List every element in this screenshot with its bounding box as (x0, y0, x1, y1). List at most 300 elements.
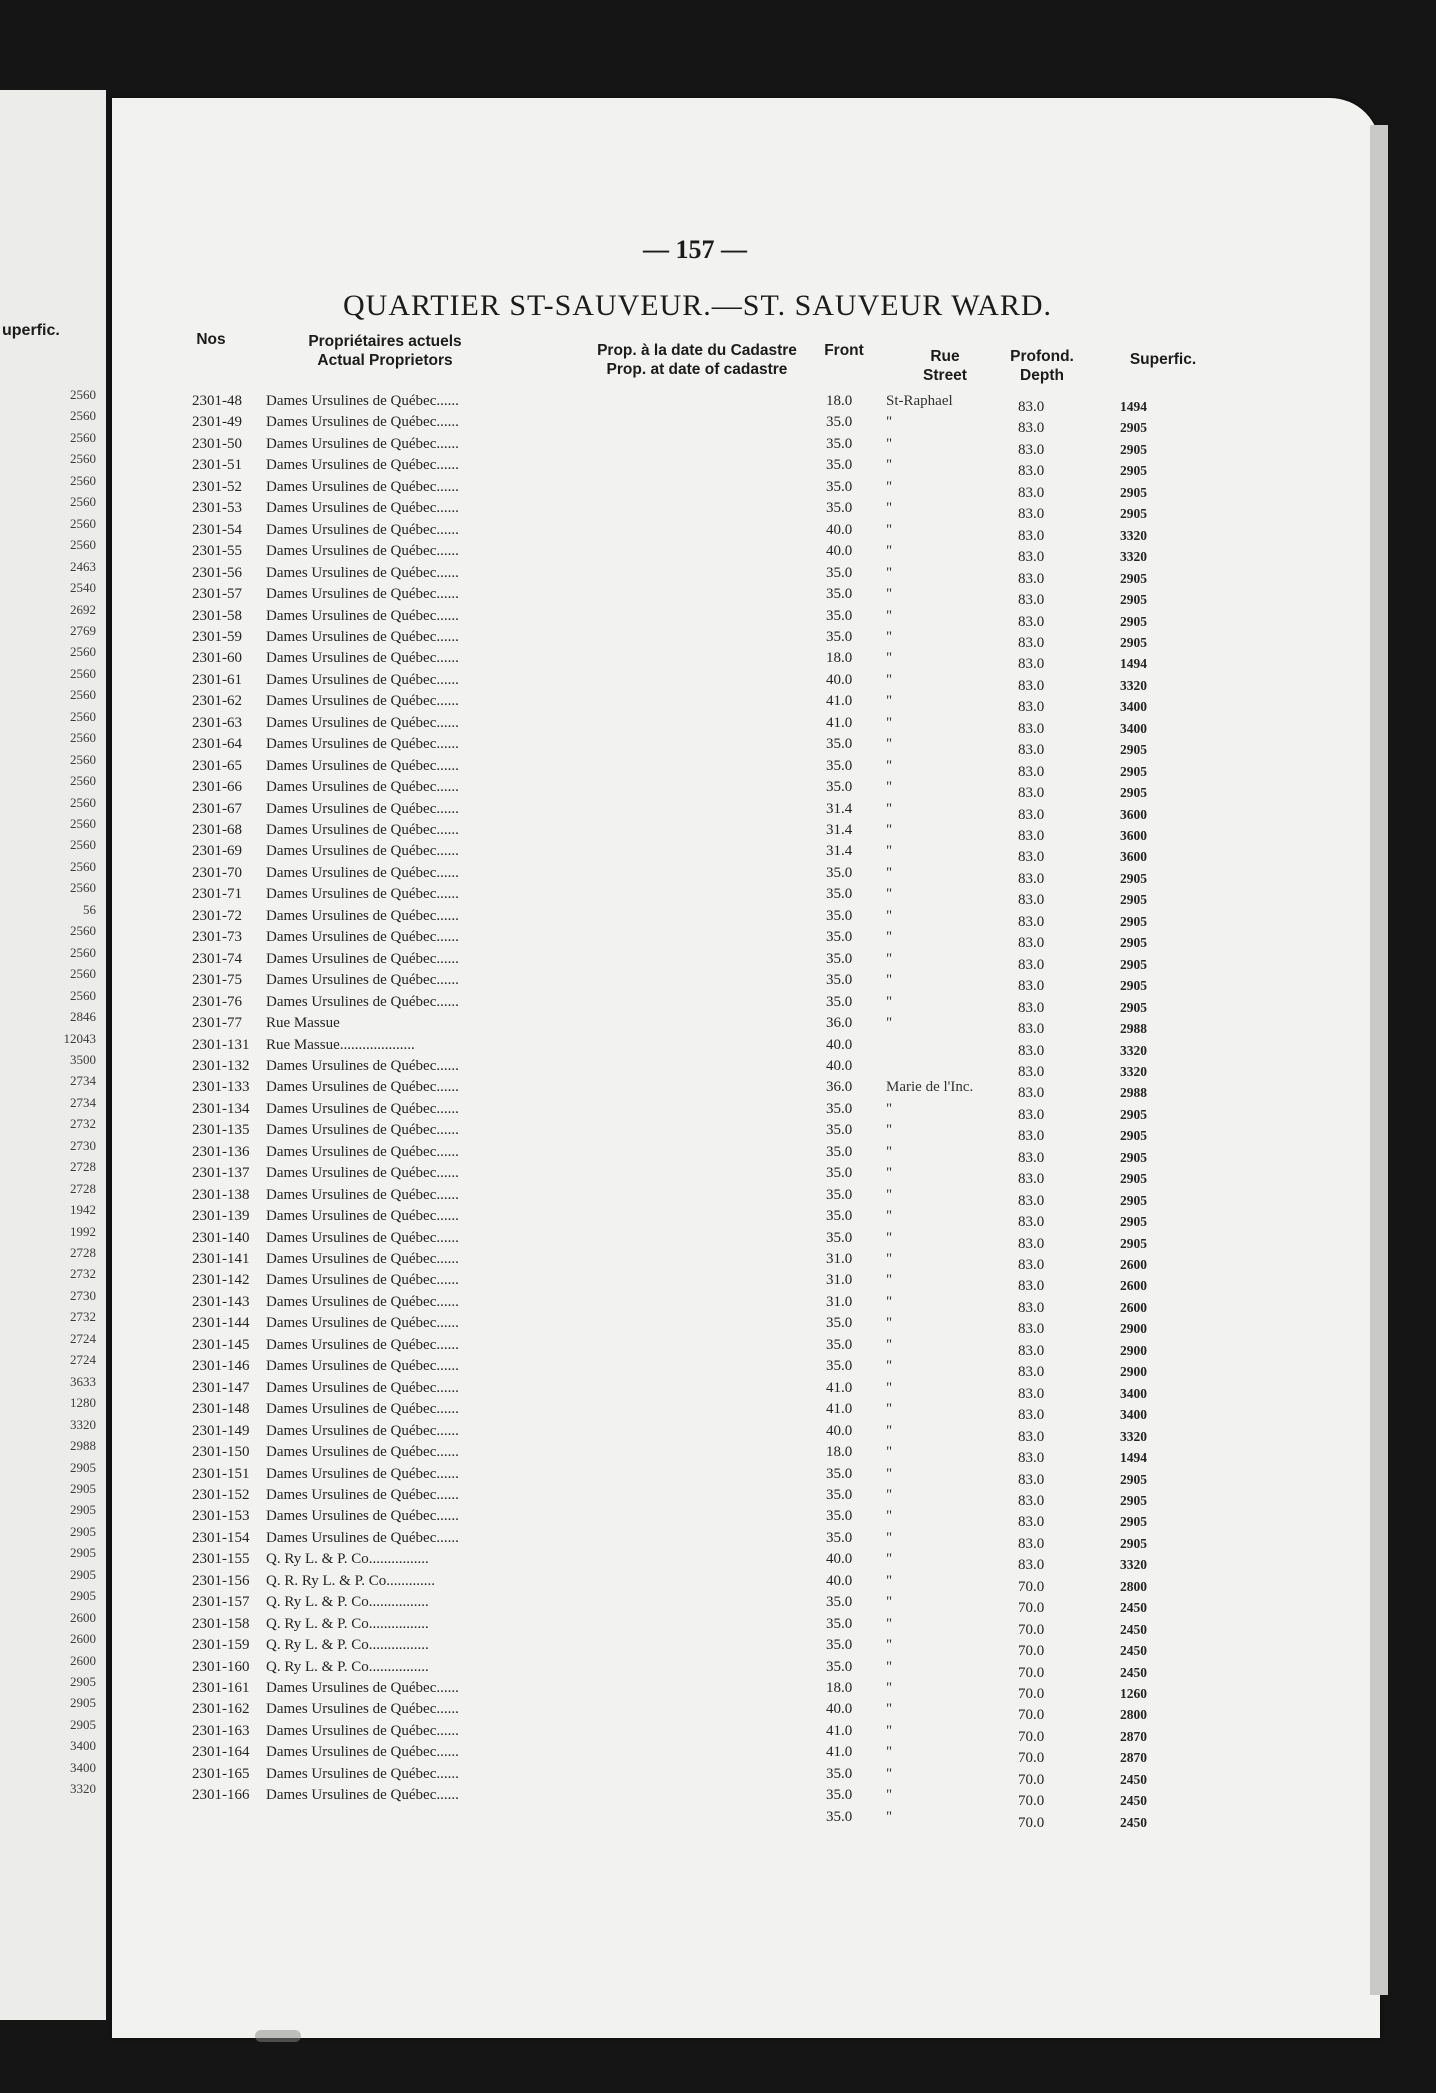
superficie-value: 2905 (1120, 1471, 1147, 1487)
owner-name: Dames Ursulines de Québec...... (266, 521, 459, 538)
left-superficie-value: 2600 (70, 1609, 96, 1625)
table-row (0, 951, 1300, 971)
owner-name: Dames Ursulines de Québec...... (266, 650, 459, 667)
superficie-value: 2905 (1120, 956, 1147, 972)
lot-number: 2301-134 (192, 1100, 250, 1117)
owner-name: Dames Ursulines de Québec...... (266, 1379, 459, 1396)
left-superficie-value: 2560 (70, 966, 96, 982)
superficie-value: 3600 (1120, 806, 1147, 822)
owner-name: Dames Ursulines de Québec...... (266, 1701, 459, 1718)
owner-name: Dames Ursulines de Québec...... (266, 1765, 459, 1782)
superficie-value: 3400 (1120, 1385, 1147, 1401)
table-row (0, 758, 1300, 778)
superficie-value: 2450 (1120, 1771, 1147, 1787)
superficie-value: 3400 (1120, 720, 1147, 736)
street-name: " (886, 478, 893, 495)
lot-number: 2301-140 (192, 1229, 250, 1246)
superficie-value: 3320 (1120, 1063, 1147, 1079)
front-value: 35.0 (826, 1787, 853, 1804)
depth-value: 83.0 (1018, 549, 1045, 566)
owner-name: Dames Ursulines de Québec...... (266, 1315, 459, 1332)
street-name: " (886, 1744, 893, 1761)
left-superficie-value: 2732 (70, 1116, 96, 1132)
owner-name: Q. Ry L. & P. Co................ (266, 1594, 429, 1611)
front-value: 35.0 (826, 435, 853, 452)
superficie-value: 2905 (1120, 913, 1147, 929)
depth-value: 70.0 (1018, 1664, 1045, 1681)
front-value: 35.0 (826, 564, 853, 581)
depth-value: 83.0 (1018, 978, 1045, 995)
table-row (0, 1187, 1300, 1207)
header-street (910, 347, 980, 385)
header-street-en: Street (923, 367, 967, 384)
owner-name: Q. Ry L. & P. Co................ (266, 1551, 429, 1568)
depth-value: 83.0 (1018, 1492, 1045, 1509)
depth-value: 83.0 (1018, 506, 1045, 523)
lot-number: 2301-69 (192, 843, 242, 860)
depth-value: 70.0 (1018, 1728, 1045, 1745)
front-value: 41.0 (826, 1401, 853, 1418)
depth-value: 83.0 (1018, 1385, 1045, 1402)
left-superficie-value: 2905 (70, 1695, 96, 1711)
lot-number: 2301-50 (192, 435, 242, 452)
depth-value: 83.0 (1018, 527, 1045, 544)
street-name: " (886, 1186, 893, 1203)
street-name: " (886, 1529, 893, 1546)
street-name: " (886, 500, 893, 517)
lot-number: 2301-147 (192, 1379, 250, 1396)
lot-number: 2301-141 (192, 1251, 250, 1267)
superficie-value: 2600 (1120, 1257, 1147, 1272)
front-value: 18.0 (826, 650, 853, 667)
left-superficie-value: 2734 (70, 1073, 96, 1089)
front-value: 35.0 (826, 1229, 853, 1246)
front-value: 35.0 (826, 1529, 853, 1546)
superficie-value: 2988 (1120, 1021, 1147, 1037)
street-name: " (886, 414, 893, 431)
superficie-value: 2905 (1120, 978, 1147, 994)
superficie-value: 2900 (1120, 1342, 1147, 1358)
street-name: " (886, 1637, 893, 1654)
superficie-value: 2905 (1120, 613, 1147, 629)
left-superficie-value: 56 (83, 901, 96, 917)
lot-number: 2301-143 (192, 1293, 250, 1310)
street-name: " (886, 1100, 893, 1117)
lot-number: 2301-49 (192, 414, 242, 431)
superficie-value: 3320 (1120, 549, 1147, 565)
street-name: St-Raphael (886, 393, 953, 409)
street-name: " (886, 800, 893, 817)
front-value: 35.0 (826, 1658, 853, 1675)
front-value: 35.0 (826, 950, 853, 967)
owner-name: Dames Ursulines de Québec...... (266, 1272, 459, 1289)
header-owner (280, 332, 490, 370)
lot-number: 2301-54 (192, 521, 242, 538)
left-superficie-value: 2732 (70, 1266, 96, 1282)
street-name: " (886, 607, 893, 624)
superficie-value: 2600 (1120, 1299, 1147, 1315)
superficie-value: 2905 (1120, 1149, 1147, 1165)
depth-value: 83.0 (1018, 1278, 1045, 1295)
table-row (0, 1337, 1300, 1357)
superficie-value: 2905 (1120, 441, 1147, 457)
superficie-value: 2450 (1120, 1814, 1147, 1830)
superficie-value: 2450 (1120, 1600, 1147, 1616)
owner-name: Dames Ursulines de Québec...... (266, 1486, 459, 1503)
front-value: 35.0 (826, 757, 853, 774)
depth-value: 83.0 (1018, 1428, 1045, 1445)
owner-name: Dames Ursulines de Québec...... (266, 435, 459, 452)
front-value: 35.0 (826, 1594, 853, 1611)
depth-value: 83.0 (1018, 828, 1045, 844)
owner-name: Q. Ry L. & P. Co................ (266, 1658, 429, 1675)
front-value: 31.4 (826, 800, 853, 817)
depth-value: 83.0 (1018, 935, 1045, 952)
lot-number: 2301-52 (192, 478, 242, 495)
superficie-value: 2905 (1120, 999, 1147, 1015)
street-name: " (886, 521, 893, 538)
front-value: 31.0 (826, 1272, 853, 1289)
depth-value: 70.0 (1018, 1686, 1045, 1702)
left-superficie-value: 2728 (70, 1159, 96, 1175)
left-superficie-value: 3500 (70, 1051, 96, 1067)
depth-value: 83.0 (1018, 806, 1045, 823)
table-row (0, 801, 1300, 821)
left-superficie-value: 12043 (63, 1030, 96, 1046)
superficie-value: 3600 (1120, 849, 1147, 865)
left-superficie-value: 2905 (70, 1459, 96, 1475)
header-superficie: Superfic. (1129, 351, 1197, 368)
lot-number: 2301-146 (192, 1358, 250, 1375)
street-name: " (886, 1594, 893, 1611)
owner-name: Dames Ursulines de Québec...... (266, 886, 459, 903)
owner-name: Dames Ursulines de Québec...... (266, 1251, 459, 1267)
depth-value: 70.0 (1018, 1578, 1045, 1595)
owner-name: Dames Ursulines de Québec...... (266, 1508, 459, 1525)
table-row (0, 1294, 1300, 1314)
front-value: 35.0 (826, 1486, 853, 1503)
owner-name: Dames Ursulines de Québec...... (266, 1165, 459, 1182)
left-superficie-value: 3400 (70, 1738, 96, 1754)
superficie-value: 1494 (1120, 399, 1147, 414)
owner-name: Dames Ursulines de Québec...... (266, 1680, 459, 1696)
header-cadastre-fr: Prop. à la date du Cadastre (597, 342, 797, 359)
street-name: " (886, 435, 893, 452)
street-name: " (886, 950, 893, 967)
left-superficie-value: 2560 (70, 408, 96, 424)
lot-number: 2301-138 (192, 1186, 250, 1203)
superficie-value: 2450 (1120, 1643, 1147, 1659)
front-value: 31.0 (826, 1251, 853, 1267)
front-value: 40.0 (826, 1422, 853, 1439)
owner-name: Dames Ursulines de Québec...... (266, 1186, 459, 1203)
lot-number: 2301-164 (192, 1744, 250, 1761)
depth-value: 83.0 (1018, 484, 1045, 501)
left-superficie-value: 2846 (70, 1009, 96, 1025)
header-cadastre (572, 341, 822, 379)
left-superficie-value: 2560 (70, 665, 96, 681)
table-row (0, 1230, 1300, 1250)
owner-name: Dames Ursulines de Québec...... (266, 1358, 459, 1375)
lot-number: 2301-75 (192, 972, 242, 989)
front-value: 40.0 (826, 521, 853, 538)
left-superficie-value: 2724 (70, 1352, 96, 1368)
owner-name: Dames Ursulines de Québec...... (266, 1293, 459, 1310)
left-superficie-value: 2560 (70, 387, 96, 402)
superficie-value: 3400 (1120, 699, 1147, 715)
street-name: " (886, 886, 893, 903)
depth-value: 70.0 (1018, 1793, 1045, 1810)
owner-name: Dames Ursulines de Québec...... (266, 1465, 459, 1482)
lot-number: 2301-159 (192, 1637, 250, 1654)
owner-name: Dames Ursulines de Québec...... (266, 1401, 459, 1418)
left-superficie-value: 2560 (70, 880, 96, 896)
front-value: 31.4 (826, 822, 853, 838)
table-row (0, 908, 1300, 928)
street-name: " (886, 714, 893, 731)
lot-number: 2301-48 (192, 393, 242, 409)
owner-name: Dames Ursulines de Québec...... (266, 1336, 459, 1353)
table-row (0, 629, 1300, 649)
lot-number: 2301-76 (192, 993, 242, 1010)
table-row (0, 436, 1300, 456)
left-superficie-value: 2732 (70, 1309, 96, 1325)
left-superficie-value: 2560 (70, 773, 96, 789)
street-name: " (886, 628, 893, 645)
page-edge (1370, 125, 1388, 1995)
left-superficie-value: 2728 (70, 1180, 96, 1196)
depth-value: 83.0 (1018, 742, 1045, 759)
depth-value: 83.0 (1018, 1514, 1045, 1531)
lot-number: 2301-133 (192, 1079, 250, 1096)
superficie-value: 2905 (1120, 742, 1147, 758)
lot-number: 2301-137 (192, 1165, 250, 1182)
street-name: " (886, 1722, 893, 1739)
depth-value: 83.0 (1018, 1471, 1045, 1488)
owner-name: Q. R. Ry L. & P. Co............. (266, 1572, 436, 1589)
depth-value: 83.0 (1018, 1235, 1045, 1252)
lot-number: 2301-165 (192, 1765, 250, 1782)
lot-number: 2301-136 (192, 1143, 250, 1160)
table-row (0, 1659, 1300, 1679)
superficie-value: 3320 (1120, 1042, 1147, 1058)
lot-number: 2301-162 (192, 1701, 250, 1718)
front-value: 40.0 (826, 1036, 853, 1053)
left-superficie-value: 3633 (70, 1373, 96, 1389)
owner-name: Dames Ursulines de Québec...... (266, 822, 459, 838)
lot-number: 2301-67 (192, 800, 242, 817)
table-row (0, 1680, 1300, 1700)
owner-name: Dames Ursulines de Québec...... (266, 907, 459, 924)
lot-number: 2301-72 (192, 907, 242, 924)
left-superficie-value: 2905 (70, 1523, 96, 1539)
superficie-value: 2905 (1120, 763, 1147, 779)
street-name: " (886, 1315, 893, 1332)
table-row (0, 1037, 1300, 1057)
front-value: 35.0 (826, 779, 853, 796)
table-row (0, 1508, 1300, 1531)
owner-name: Dames Ursulines de Québec...... (266, 779, 459, 796)
owner-name: Dames Ursulines de Québec...... (266, 628, 459, 645)
owner-name: Dames Ursulines de Québec...... (266, 1722, 459, 1739)
header-depth-fr: Profond. (1010, 348, 1074, 365)
left-superficie-value: 2600 (70, 1631, 96, 1647)
left-superficie-value: 2728 (70, 1245, 96, 1260)
owner-name: Dames Ursulines de Québec...... (266, 993, 459, 1010)
left-superficie-value: 2560 (70, 837, 96, 853)
depth-value: 83.0 (1018, 1192, 1045, 1209)
lot-number: 2301-63 (192, 714, 242, 731)
street-name: " (886, 929, 893, 946)
header-front: Front (824, 342, 864, 359)
depth-value: 83.0 (1018, 1557, 1045, 1574)
street-name: " (886, 1358, 893, 1375)
depth-value: 83.0 (1018, 763, 1045, 780)
street-name: " (886, 993, 893, 1010)
left-superficie-value: 2560 (70, 708, 96, 724)
street-name: " (886, 1765, 893, 1782)
superficie-value: 2905 (1120, 1514, 1147, 1530)
superficie-value: 2600 (1120, 1278, 1147, 1294)
front-value: 35.0 (826, 907, 853, 924)
front-value: 35.0 (826, 1508, 853, 1525)
left-superficie-value: 2905 (70, 1674, 96, 1689)
front-value: 35.0 (826, 500, 853, 517)
front-value: 35.0 (826, 1165, 853, 1182)
header-street-fr: Rue (930, 348, 960, 365)
street-name: Marie de l'Inc. (886, 1079, 974, 1096)
owner-name: Dames Ursulines de Québec...... (266, 972, 459, 989)
front-value: 35.0 (826, 1122, 853, 1139)
table-row (0, 1380, 1300, 1400)
table-row (0, 1251, 1300, 1271)
owner-name: Dames Ursulines de Québec...... (266, 1208, 459, 1225)
front-value: 40.0 (826, 1551, 853, 1568)
depth-value: 83.0 (1018, 1214, 1045, 1231)
front-value: 35.0 (826, 993, 853, 1010)
left-superficie-value: 3320 (70, 1781, 96, 1797)
lot-number: 2301-71 (192, 886, 242, 903)
depth-value: 70.0 (1018, 1771, 1045, 1788)
left-superficie-value: 3320 (70, 1416, 96, 1432)
owner-name: Dames Ursulines de Québec...... (266, 1529, 459, 1546)
front-value: 35.0 (826, 478, 853, 495)
table-row (0, 1530, 1300, 1550)
lot-number: 2301-58 (192, 607, 242, 624)
table-row (0, 608, 1300, 628)
street-name: " (886, 1808, 893, 1825)
depth-value: 83.0 (1018, 592, 1045, 609)
superficie-value: 2905 (1120, 935, 1147, 951)
scan-smudge (255, 2030, 301, 2042)
owner-name: Dames Ursulines de Québec...... (266, 800, 459, 817)
depth-value: 83.0 (1018, 785, 1045, 802)
left-superficie-value: 2692 (70, 601, 96, 617)
table-row (0, 1487, 1300, 1507)
left-superficie-value: 2560 (70, 987, 96, 1003)
header-depth-en: Depth (1020, 367, 1064, 384)
left-superficie-value: 2463 (70, 558, 96, 574)
table-row (0, 865, 1300, 885)
front-value: 36.0 (826, 1015, 853, 1032)
owner-name: Dames Ursulines de Québec...... (266, 1444, 459, 1461)
depth-value: 83.0 (1018, 1171, 1045, 1188)
front-value: 35.0 (826, 628, 853, 645)
left-superficie-value: 1280 (70, 1395, 96, 1411)
superficie-value: 2905 (1120, 484, 1147, 500)
table-row (0, 1144, 1300, 1164)
depth-value: 83.0 (1018, 1342, 1045, 1359)
table-row (0, 672, 1300, 692)
owner-name: Dames Ursulines de Québec...... (266, 500, 459, 517)
depth-value: 83.0 (1018, 1149, 1045, 1166)
owner-name: Dames Ursulines de Québec...... (266, 671, 459, 688)
superficie-value: 2450 (1120, 1621, 1147, 1637)
owner-name: Dames Ursulines de Québec...... (266, 950, 459, 967)
owner-name: Dames Ursulines de Québec...... (266, 1143, 459, 1160)
header-depth (1002, 347, 1082, 385)
header-owner-en: Actual Proprietors (317, 352, 453, 369)
superficie-value: 2905 (1120, 1171, 1147, 1187)
street-name: " (886, 1422, 893, 1439)
street-name: " (886, 1143, 893, 1160)
superficie-value: 2905 (1120, 420, 1147, 436)
left-superficie-value: 2560 (70, 515, 96, 531)
lot-number: 2301-77 (192, 1015, 242, 1032)
front-value: 35.0 (826, 1315, 853, 1332)
street-name: " (886, 1465, 893, 1482)
street-name: " (886, 907, 893, 924)
superficie-value: 2905 (1120, 1214, 1147, 1230)
owner-name: Dames Ursulines de Québec...... (266, 1122, 459, 1139)
owner-name: Dames Ursulines de Québec...... (266, 478, 459, 495)
front-value: 40.0 (826, 1057, 853, 1074)
street-name: " (886, 1401, 893, 1418)
street-name: " (886, 822, 893, 838)
superficie-value: 3320 (1120, 1557, 1147, 1573)
superficie-value: 3320 (1120, 1428, 1147, 1444)
depth-value: 83.0 (1018, 677, 1045, 694)
left-superficie-value: 2905 (70, 1588, 96, 1604)
superficie-value: 2905 (1120, 570, 1147, 586)
street-name: " (886, 1551, 893, 1568)
lot-number: 2301-56 (192, 564, 242, 581)
front-value: 35.0 (826, 1765, 853, 1782)
superficie-value: 3600 (1120, 828, 1147, 843)
front-value: 41.0 (826, 1379, 853, 1396)
street-name: " (886, 843, 893, 860)
depth-value: 83.0 (1018, 913, 1045, 930)
left-superficie-value: 2560 (70, 429, 96, 445)
street-name: " (886, 1658, 893, 1675)
superficie-value: 2905 (1120, 1128, 1147, 1144)
superficie-value: 3320 (1120, 527, 1147, 543)
owner-name: Dames Ursulines de Québec...... (266, 736, 459, 753)
superficie-value: 2905 (1120, 1535, 1147, 1551)
depth-value: 83.0 (1018, 463, 1045, 480)
front-value: 41.0 (826, 714, 853, 731)
lot-number: 2301-51 (192, 457, 242, 474)
page-number: — 157 — (643, 235, 747, 264)
depth-value: 83.0 (1018, 1407, 1045, 1424)
left-superficie-value: 2905 (70, 1502, 96, 1518)
lot-number: 2301-157 (192, 1594, 250, 1611)
lot-number: 2301-148 (192, 1401, 250, 1418)
depth-value: 83.0 (1018, 399, 1045, 415)
lot-number: 2301-145 (192, 1336, 250, 1353)
superficie-value: 3400 (1120, 1407, 1147, 1423)
owner-name: Dames Ursulines de Québec...... (266, 564, 459, 581)
